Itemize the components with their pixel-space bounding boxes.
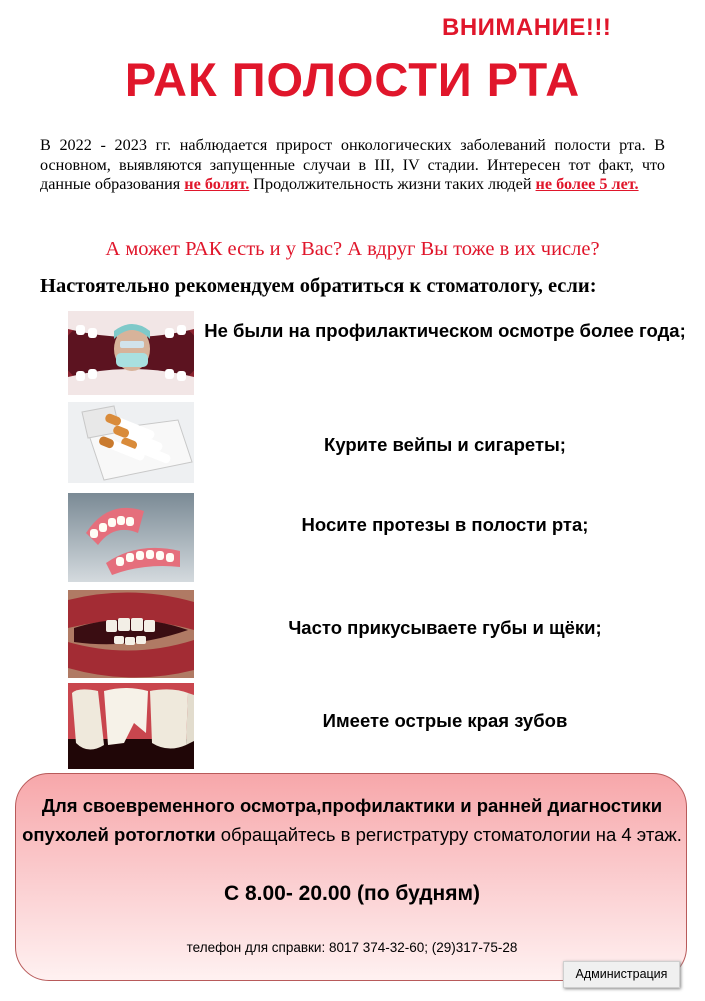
- bitten-lip-photo: [68, 590, 194, 678]
- info-box: [15, 773, 687, 981]
- dentist-photo: [68, 311, 194, 395]
- question-line: А может РАК есть и у Вас? А вдруг Вы тоже в их числе?: [105, 238, 600, 260]
- recommend-heading: Настоятельно рекомендуем обратиться к стоматологу, если:: [40, 275, 597, 297]
- contact-phone: телефон для справки: 8017 374-32-60; (29)317-75-28: [186, 940, 518, 955]
- cigarettes-photo: [68, 402, 194, 483]
- item-lip-biting: Часто прикусываете губы и щёки;: [288, 617, 602, 638]
- info-box-text: [16, 791, 688, 849]
- info-box-bold-text: Для своевременного осмотра,профилактики и ранней диагностики опухолей ротоглотки: [22, 795, 663, 845]
- item-sharp-teeth: Имеете острые края зубов: [322, 710, 568, 731]
- item-checkup: Не были на профилактическом осмотре более года;: [204, 320, 686, 341]
- page-title: РАК ПОЛОСТИ РТА: [124, 53, 581, 106]
- item-smoking: Курите вейпы и сигареты;: [324, 434, 566, 455]
- intro-emphasis-no-pain: не болят.: [184, 175, 250, 194]
- intro-emphasis-lifespan: не более 5 лет.: [535, 175, 639, 194]
- item-dentures: Носите протезы в полости рта;: [301, 514, 589, 535]
- administration-signature: Администрация: [563, 961, 680, 988]
- intro-text-1: В 2022 - 2023 гг. наблюдается прирост онкологических заболеваний полости рта. В основном, выявляются запущенные случаи в III, IV стадии. Интересен тот факт, что данные образования: [40, 136, 665, 194]
- intro-paragraph: [40, 136, 665, 195]
- working-hours: С 8.00- 20.00 (по будням): [223, 882, 481, 905]
- attention-heading: ВНИМАНИЕ!!!: [442, 14, 612, 41]
- intro-text-2: Продолжительность жизни таких людей: [249, 175, 536, 194]
- denture-photo: [68, 493, 194, 582]
- chipped-tooth-photo: [68, 683, 194, 769]
- info-box-normal-text: обращайтесь в регистратуру стоматологии на 4 этаж.: [215, 824, 682, 845]
